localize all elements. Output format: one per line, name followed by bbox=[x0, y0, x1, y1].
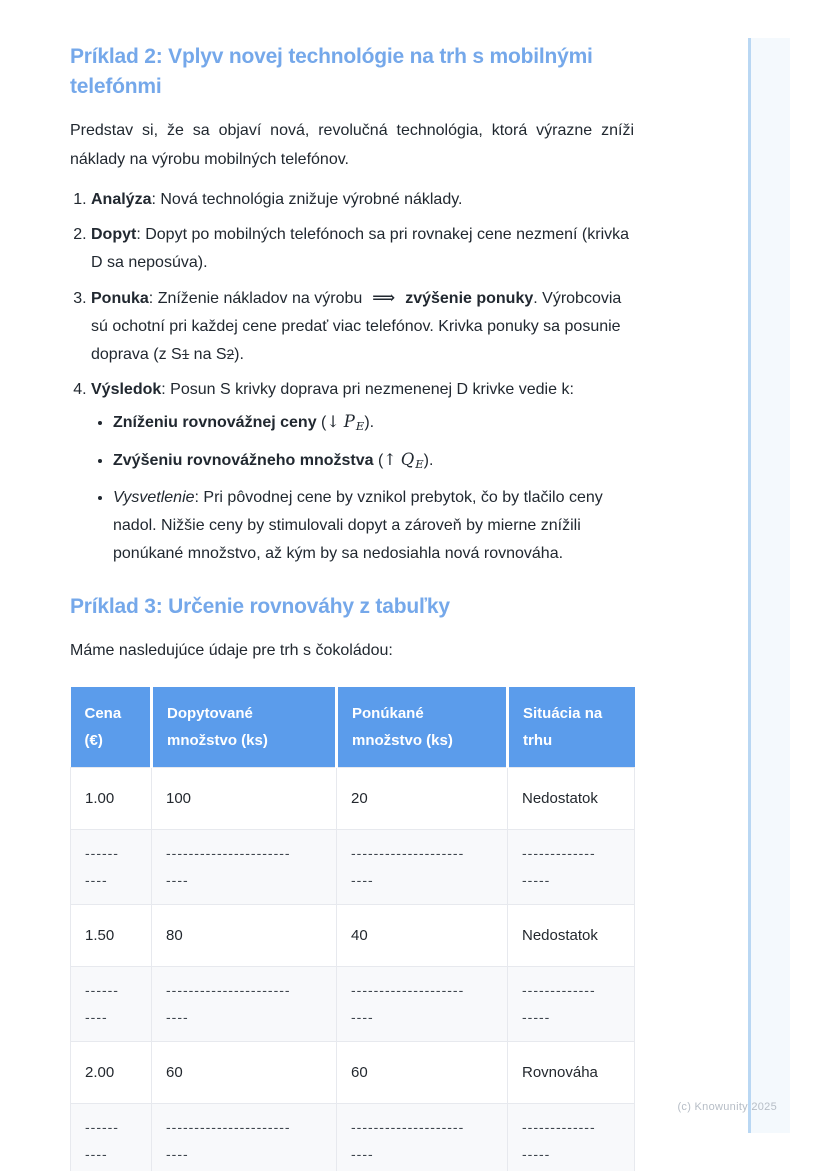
cell-dashes bbox=[337, 1104, 508, 1171]
result-bullet-list bbox=[91, 408, 634, 568]
cell-situacia: Rovnováha bbox=[508, 1042, 635, 1104]
column-header-ponukane: Ponúkané množstvo (ks) bbox=[337, 687, 508, 768]
math-variable-p: P bbox=[343, 412, 355, 431]
column-header-situacia: Situácia na trhu bbox=[508, 687, 635, 768]
paragraph-example-2-intro: Predstav si, že sa objaví nová, revolučná technológia, ktorá výrazne zníži náklady na výrobu mobilných telefónov. bbox=[70, 122, 634, 168]
step-text: ). bbox=[234, 346, 244, 363]
step-text: : Posun S krivky doprava pri nezmenenej D krivke vedie k: bbox=[161, 381, 574, 398]
table-row bbox=[71, 905, 635, 967]
cell-dashes bbox=[71, 1104, 152, 1171]
supply-curve-s2-subscript: 2 bbox=[226, 347, 235, 362]
dash-line: ---- bbox=[85, 872, 108, 888]
math-subscript-e: E bbox=[415, 457, 424, 471]
step-text: : Nová technológia znižuje výrobné náklady. bbox=[151, 191, 463, 208]
table-header bbox=[71, 687, 635, 768]
list-item-vysledok bbox=[91, 376, 634, 568]
column-header-dopytovane: Dopytované množstvo (ks) bbox=[152, 687, 337, 768]
cell-cena: 1.50 bbox=[71, 905, 152, 967]
supply-curve-s1-subscript: 1 bbox=[181, 347, 190, 362]
list-item-dopyt bbox=[91, 221, 634, 277]
cell-dashes bbox=[152, 830, 337, 905]
dash-line: ------ bbox=[85, 1119, 119, 1135]
cell-dopytovane: 60 bbox=[152, 1042, 337, 1104]
table-separator-row bbox=[71, 967, 635, 1042]
down-arrow-icon: ↓ bbox=[326, 412, 340, 431]
equilibrium-table bbox=[70, 687, 635, 1171]
table-row bbox=[71, 1042, 635, 1104]
bold-phrase: Zníženiu rovnovážnej ceny bbox=[113, 414, 317, 431]
list-item-ponuka bbox=[91, 284, 634, 369]
cell-cena: 2.00 bbox=[71, 1042, 152, 1104]
scroll-indicator[interactable] bbox=[748, 38, 790, 1133]
cell-dopytovane: 80 bbox=[152, 905, 337, 967]
cell-dashes bbox=[71, 967, 152, 1042]
cell-ponukane: 60 bbox=[337, 1042, 508, 1104]
paragraph-example-3-intro: Máme nasledujúce údaje pre trh s čokoládou: bbox=[70, 642, 393, 659]
dash-line: -------------------- bbox=[351, 845, 465, 861]
cell-dashes bbox=[508, 830, 635, 905]
up-arrow-icon: ↑ bbox=[383, 450, 397, 469]
table-row bbox=[71, 768, 635, 830]
column-header-cena: Cena (€) bbox=[71, 687, 152, 768]
cell-dashes bbox=[508, 967, 635, 1042]
dash-line: ---- bbox=[85, 1009, 108, 1025]
step-text: : Dopyt po mobilných telefónoch sa pri rovnakej cene nezmení (krivka D sa neposúva). bbox=[91, 226, 630, 271]
bullet-text: ). bbox=[423, 452, 434, 469]
cell-dashes bbox=[337, 830, 508, 905]
document-content bbox=[70, 0, 634, 1171]
step-text: : Zníženie nákladov na výrobu bbox=[148, 290, 363, 307]
bullet-price-decrease bbox=[113, 408, 634, 440]
table-separator-row bbox=[71, 830, 635, 905]
dash-line: ---- bbox=[166, 872, 189, 888]
bullet-text: : Pri pôvodnej cene by vznikol prebytok, čo by tlačilo ceny nadol. Nižšie ceny by stimulovali dopyt a zároveň by mierne znížili ponúkané množstvo, až kým by sa nedosiahla nová rovnováha. bbox=[113, 489, 603, 562]
heading-example-3: Príklad 3: Určenie rovnováhy z tabuľky bbox=[70, 595, 450, 618]
dash-line: ------------- bbox=[522, 845, 596, 861]
dash-line: -------------------- bbox=[351, 1119, 465, 1135]
bullet-text: ( bbox=[373, 452, 384, 469]
bold-term: Dopyt bbox=[91, 226, 137, 243]
dash-line: -------------------- bbox=[351, 982, 465, 998]
dash-line: ---- bbox=[351, 1009, 374, 1025]
step-text: na S bbox=[189, 346, 227, 363]
dash-line: ------ bbox=[85, 845, 119, 861]
math-subscript-e: E bbox=[355, 419, 365, 433]
bullet-explanation bbox=[113, 484, 634, 568]
cell-cena: 1.00 bbox=[71, 768, 152, 830]
table-separator-row bbox=[71, 1104, 635, 1171]
bold-term: Ponuka bbox=[91, 290, 149, 307]
bold-term: Výsledok bbox=[91, 381, 162, 398]
watermark: (c) Knowunity 2025 bbox=[677, 1101, 777, 1113]
analysis-steps-list bbox=[70, 186, 634, 568]
dash-line: ---- bbox=[166, 1009, 189, 1025]
dash-line: ---- bbox=[166, 1146, 189, 1162]
step-text: . Výrobcovia sú ochotní pri každej cene predať viac telefónov. Krivka ponuky sa posunie doprava (z S bbox=[91, 290, 622, 363]
cell-ponukane: 20 bbox=[337, 768, 508, 830]
math-variable-q: Q bbox=[400, 450, 415, 469]
dash-line: ---- bbox=[351, 872, 374, 888]
list-item-analyza bbox=[91, 186, 634, 214]
cell-dashes bbox=[337, 967, 508, 1042]
cell-ponukane: 40 bbox=[337, 905, 508, 967]
dash-line: ------------- bbox=[522, 982, 596, 998]
heading-example-2: Príklad 2: Vplyv novej technológie na trh s mobilnými telefónmi bbox=[70, 45, 593, 98]
cell-dashes bbox=[152, 1104, 337, 1171]
bold-phrase: zvýšenie ponuky bbox=[405, 290, 534, 307]
dash-line: ------ bbox=[85, 982, 119, 998]
cell-situacia: Nedostatok bbox=[508, 905, 635, 967]
italic-term: Vysvetlenie bbox=[113, 489, 195, 506]
cell-dopytovane: 100 bbox=[152, 768, 337, 830]
dash-line: ---------------------- bbox=[166, 982, 291, 998]
bullet-text: ). bbox=[364, 414, 375, 431]
dash-line: ---------------------- bbox=[166, 1119, 291, 1135]
bold-term: Analýza bbox=[91, 191, 152, 208]
cell-situacia: Nedostatok bbox=[508, 768, 635, 830]
dash-line: ---------------------- bbox=[166, 845, 291, 861]
bullet-text: ( bbox=[316, 414, 327, 431]
cell-dashes bbox=[152, 967, 337, 1042]
dash-line: ----- bbox=[522, 872, 551, 888]
bold-phrase: Zvýšeniu rovnovážneho množstva bbox=[113, 452, 374, 469]
bullet-quantity-increase bbox=[113, 446, 634, 478]
dash-line: ------------- bbox=[522, 1119, 596, 1135]
cell-dashes bbox=[508, 1104, 635, 1171]
implies-arrow-icon: ⟹ bbox=[372, 288, 396, 307]
dash-line: ---- bbox=[85, 1146, 108, 1162]
table-header-row bbox=[71, 687, 635, 768]
dash-line: ---- bbox=[351, 1146, 374, 1162]
dash-line: ----- bbox=[522, 1009, 551, 1025]
cell-dashes bbox=[71, 830, 152, 905]
dash-line: ----- bbox=[522, 1146, 551, 1162]
